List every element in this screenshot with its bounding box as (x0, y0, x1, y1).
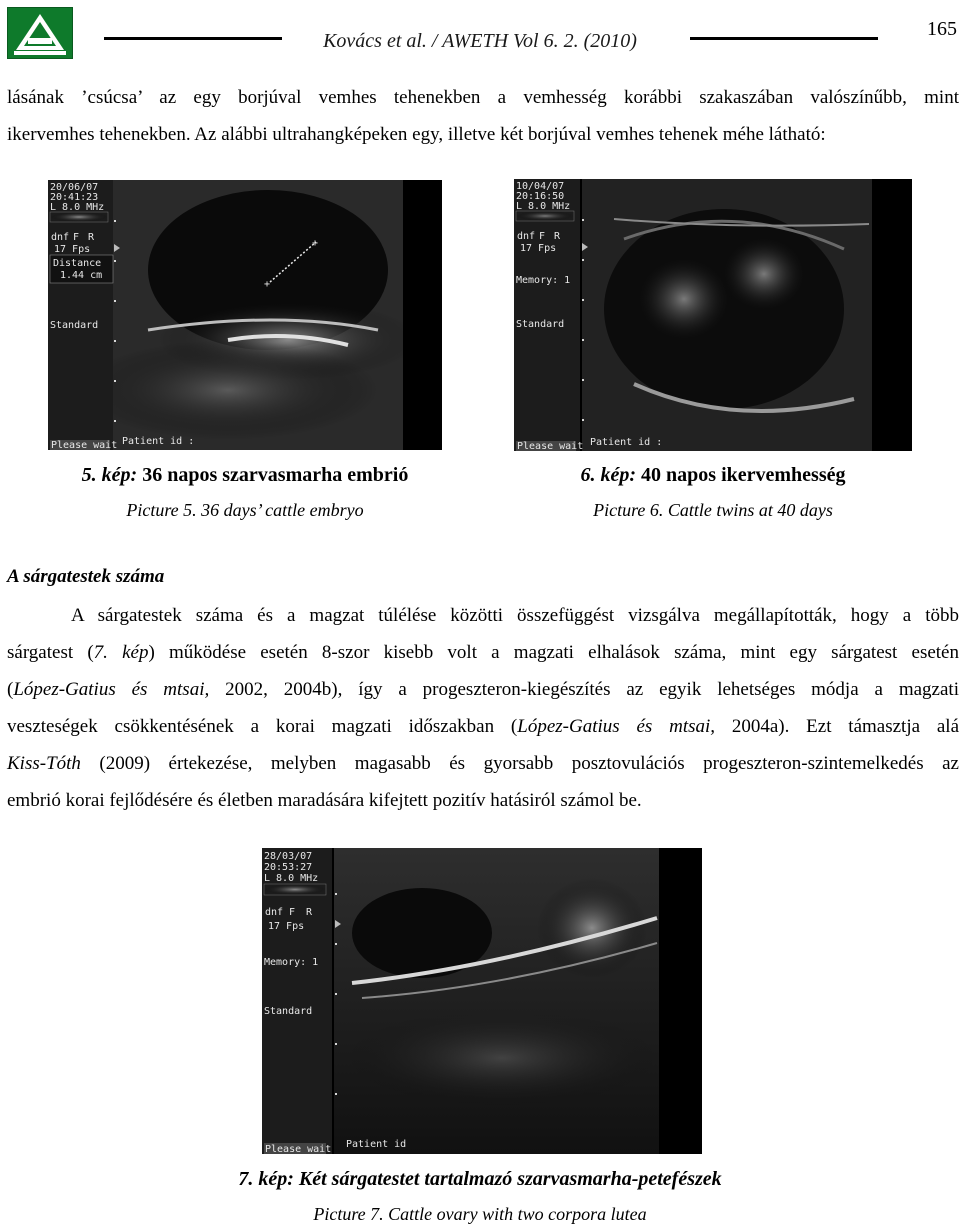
journal-citation: Kovács et al. / AWETH Vol 6. 2. (2010) (323, 30, 637, 52)
fig5-patient: Patient id : (122, 436, 195, 447)
section-line-4: veszteségek csökkentésének a korai magzati időszakban (López-Gatius és mtsai, 2004a). Ezt támasztja alá (7, 716, 959, 737)
intro-line-2: ikervemhes tehenekben. Az alábbi ultrahangképeken egy, illetve két borjúval vemhes tehenek méhe látható: (7, 124, 826, 145)
fig5-status: Please wait (51, 440, 118, 450)
fig6-caption-en: Picture 6. Cattle twins at 40 days (593, 500, 833, 520)
section-paragraph (7, 597, 959, 819)
fig5-probe: L 8.0 MHz (50, 202, 105, 213)
fig5-fps: 17 Fps (54, 244, 91, 255)
ultrasound-image-twins (514, 179, 912, 451)
fig6-mode-f: F (539, 231, 546, 242)
fig5-preset: Standard (50, 320, 99, 331)
fig6-time: 20:16:50 (516, 191, 565, 202)
fig5-caption-en: Picture 5. 36 days’ cattle embryo (126, 500, 364, 520)
fig7-caption-hu: 7. kép: Két sárgatestet tartalmazó szarvasmarha-petefészek (238, 1168, 722, 1190)
ultrasound-image-ovary (262, 848, 702, 1154)
fig6-memory: Memory: 1 (516, 275, 571, 286)
fig7-mode-f: F (289, 907, 296, 918)
fig5-mode-f: F (73, 232, 80, 243)
fig7-memory: Memory: 1 (264, 957, 319, 968)
fig7-mode-dnf: dnf (265, 907, 284, 918)
fig7-date: 28/03/07 (264, 851, 313, 862)
fig6-preset: Standard (516, 319, 565, 330)
ultrasound-image-embryo (48, 180, 442, 450)
fig6-caption-hu: 6. kép: 40 napos ikervemhesség (580, 464, 846, 486)
page-number: 165 (927, 18, 957, 40)
fig6-mode-dnf: dnf (517, 231, 536, 242)
fig6-date: 10/04/07 (516, 181, 565, 192)
section-line-5: Kiss-Tóth (2009) értekezése, melyben magasabb és gyorsabb posztovulációs progeszteron-szintemelkedés az (7, 753, 959, 774)
fig5-distance-value: 1.44 cm (60, 270, 103, 281)
fig6-probe: L 8.0 MHz (516, 201, 571, 212)
section-line-3: (López-Gatius és mtsai, 2002, 2004b), így a progeszteron-kiegészítés az egyik lehetséges módja a magzati (7, 679, 959, 700)
fig7-probe: L 8.0 MHz (264, 873, 319, 884)
fig7-preset: Standard (264, 1006, 313, 1017)
fig6-status: Please wait (517, 441, 584, 451)
fig5-mode-r: R (88, 232, 95, 243)
section-heading: A sárgatestek száma (7, 566, 165, 587)
svg-text:+: + (312, 238, 319, 249)
fig5-mode-dnf: dnf (51, 232, 70, 243)
fig7-caption-en: Picture 7. Cattle ovary with two corpora lutea (313, 1204, 647, 1224)
section-line-1: A sárgatestek száma és a magzat túlélése közötti összefüggést vizsgálva megállapították, hogy a több (71, 605, 959, 626)
fig6-patient: Patient id : (590, 437, 663, 448)
section-line-2: sárgatest (7. kép) működése esetén 8-szor kisebb volt a magzati elhalások száma, mint egy sárgatest esetén (7, 642, 959, 663)
fig7-mode-r: R (306, 907, 313, 918)
fig7-patient: Patient id (346, 1139, 407, 1150)
fig6-mode-r: R (554, 231, 561, 242)
fig7-status: Please wait (265, 1144, 332, 1154)
fig5-caption-hu: 5. kép: 36 napos szarvasmarha embrió (81, 464, 409, 486)
fig5-time: 20:41:23 (50, 192, 99, 203)
svg-text:+: + (264, 279, 271, 290)
fig6-fps: 17 Fps (520, 243, 557, 254)
section-line-6: embrió korai fejlődésére és életben maradására kifejtett pozitív hatásiról számol be. (7, 790, 642, 811)
intro-line-1: lásának ’csúcsa’ az egy borjúval vemhes tehenekben a vemhesség korábbi szakaszában valószínűbb, mint (7, 87, 959, 108)
fig5-distance-label: Distance (53, 258, 102, 269)
intro-paragraph (7, 79, 959, 153)
fig5-date: 20/06/07 (50, 182, 99, 193)
fig7-fps: 17 Fps (268, 921, 305, 932)
fig7-time: 20:53:27 (264, 862, 313, 873)
